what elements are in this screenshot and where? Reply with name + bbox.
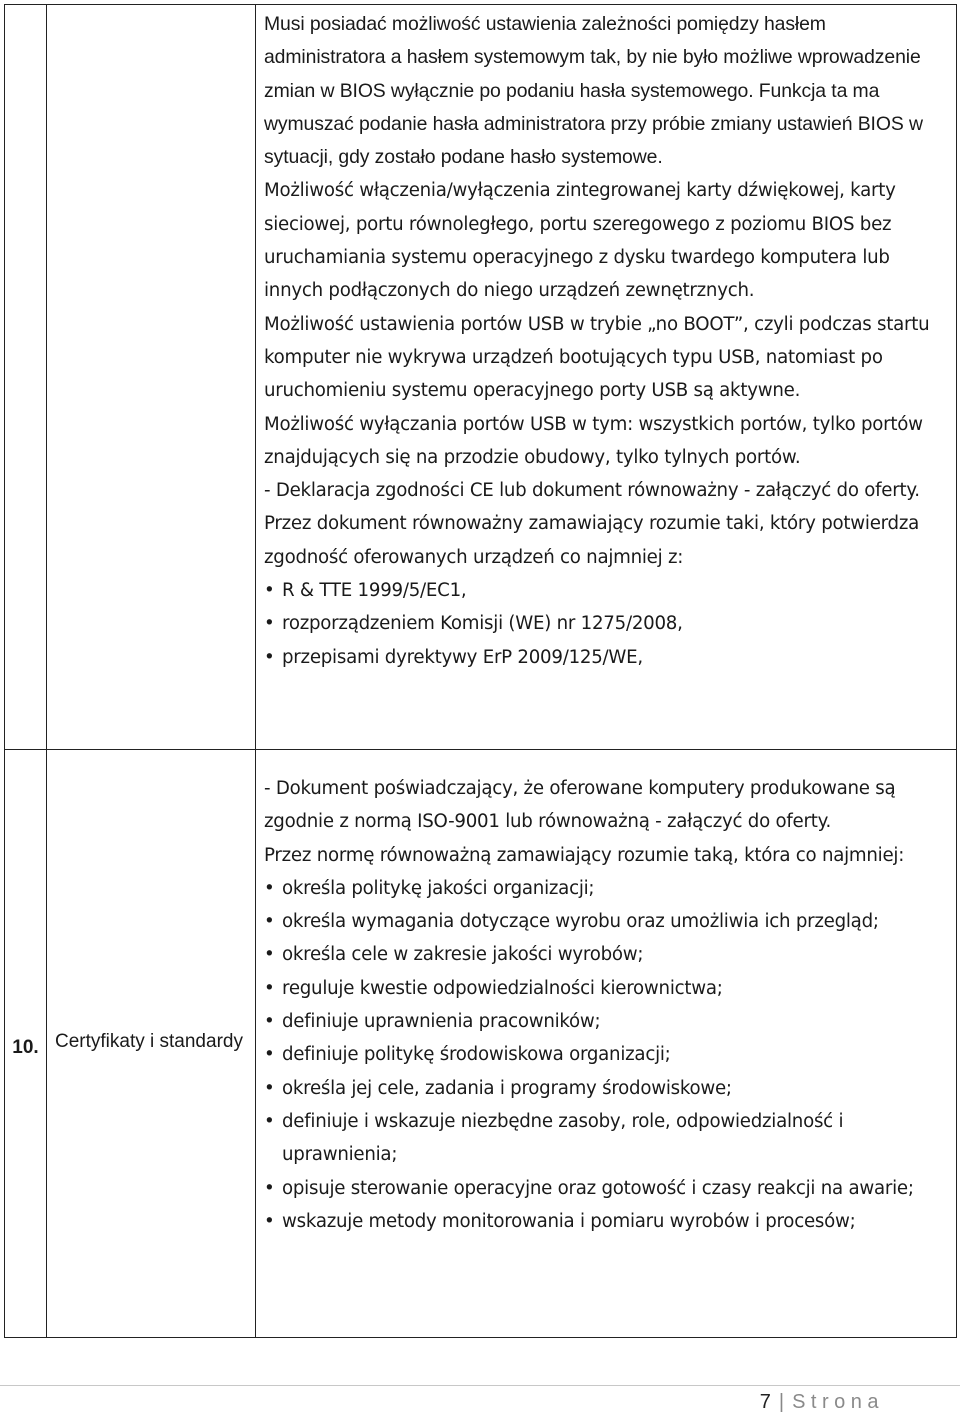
row-number-cell	[5, 5, 47, 750]
bullet-list	[264, 872, 950, 1238]
paragraph: Przez normę równoważną zamawiający rozumie taką, która co najmniej:	[264, 844, 905, 866]
list-item: • określa jej cele, zadania i programy środowiskowe;	[264, 1072, 950, 1105]
list-item: • definiuje politykę środowiskowa organizacji;	[264, 1038, 950, 1071]
paragraph: Musi posiadać możliwość ustawienia zależności pomiędzy hasłem administratora a hasłem systemowym tak, by nie było możliwe wprowadzenie zmian w BIOS wyłącznie po podaniu hasła systemowego. Funkcja ta ma wymuszać podanie hasła administratora przy próbie zmiany ustawień BIOS w sytuacji, gdy zostało podane hasło systemowe.	[264, 13, 923, 169]
bullet-icon: •	[264, 1011, 275, 1033]
page-footer	[0, 1385, 960, 1420]
paragraph: Możliwość wyłączania portów USB w tym: wszystkich portów, tylko portów znajdujących się na przodzie obudowy, tylko tylnych portów.	[264, 413, 923, 468]
paragraph: Możliwość ustawienia portów USB w trybie „no BOOT”, czyli podczas startu komputer nie wykrywa urządzeń bootujących typu USB, natomiast po uruchomieniu systemu operacyjnego porty USB są aktywne.	[264, 313, 930, 402]
bullet-icon: •	[264, 1044, 275, 1066]
list-item: • przepisami dyrektywy ErP 2009/125/WE,	[264, 641, 950, 674]
list-item: • określa politykę jakości organizacji;	[264, 872, 950, 905]
bullet-list	[264, 574, 950, 674]
bullet-icon: •	[264, 911, 275, 933]
list-item: • określa wymagania dotyczące wyrobu oraz umożliwia ich przegląd;	[264, 905, 950, 938]
bullet-icon: •	[264, 944, 275, 966]
page-number: 7	[759, 1391, 771, 1413]
bullet-icon: •	[264, 877, 275, 899]
row-number: 10.	[12, 1036, 39, 1058]
list-item: • określa cele w zakresie jakości wyrobów;	[264, 938, 950, 971]
page-word: Strona	[792, 1391, 884, 1413]
footer-separator: |	[778, 1391, 785, 1413]
bios-options-section	[264, 174, 950, 673]
row-number-cell	[5, 750, 47, 1338]
row-name: Certyfikaty i standardy	[55, 1031, 243, 1052]
bullet-icon: •	[264, 1177, 275, 1199]
requirements-cell	[256, 750, 957, 1338]
bullet-icon: •	[264, 646, 275, 668]
list-item: • reguluje kwestie odpowiedzialności kierownictwa;	[264, 972, 950, 1005]
table-row	[5, 750, 957, 1338]
list-item: • R & TTE 1999/5/EC1,	[264, 574, 950, 607]
paragraph: Możliwość włączenia/wyłączenia zintegrowanej karty dźwiękowej, karty sieciowej, portu równoległego, portu szeregowego z poziomu BIOS bez uruchamiania systemu operacyjnego z dysku twardego komputera lub innych podłączonych do niego urządzeń zewnętrznych.	[264, 180, 896, 302]
certificates-section	[264, 750, 950, 1238]
row-name-cell	[47, 5, 256, 750]
table-row	[5, 5, 957, 750]
specification-table	[4, 4, 957, 1338]
requirements-cell	[256, 5, 957, 750]
bullet-icon: •	[264, 613, 275, 635]
list-item: • wskazuje metody monitorowania i pomiaru wyrobów i procesów;	[264, 1205, 950, 1238]
list-item: • rozporządzeniem Komisji (WE) nr 1275/2008,	[264, 607, 950, 640]
paragraph: - Deklaracja zgodności CE lub dokument równoważny - załączyć do oferty. Przez dokument równoważny zamawiający rozumie taki, który potwierdza zgodność oferowanych urządzeń co najmniej z:	[264, 480, 920, 568]
bullet-icon: •	[264, 1210, 275, 1232]
paragraph: - Dokument poświadczający, że oferowane komputery produkowane są zgodnie z normą ISO-9001 lub równoważną - załączyć do oferty.	[264, 778, 896, 833]
list-item: • definiuje uprawnienia pracowników;	[264, 1005, 950, 1038]
bullet-icon: •	[264, 580, 275, 602]
list-item: • opisuje sterowanie operacyjne oraz gotowość i czasy reakcji na awarie;	[264, 1172, 950, 1205]
bullet-icon: •	[264, 1077, 275, 1099]
page-number-label	[760, 1391, 884, 1414]
row-name-cell	[47, 750, 256, 1338]
row-number	[5, 373, 46, 381]
bios-password-section	[264, 8, 950, 174]
bullet-icon: •	[264, 977, 275, 999]
bullet-icon: •	[264, 1110, 275, 1132]
list-item: • definiuje i wskazuje niezbędne zasoby, role, odpowiedzialność i uprawnienia;	[264, 1105, 950, 1172]
